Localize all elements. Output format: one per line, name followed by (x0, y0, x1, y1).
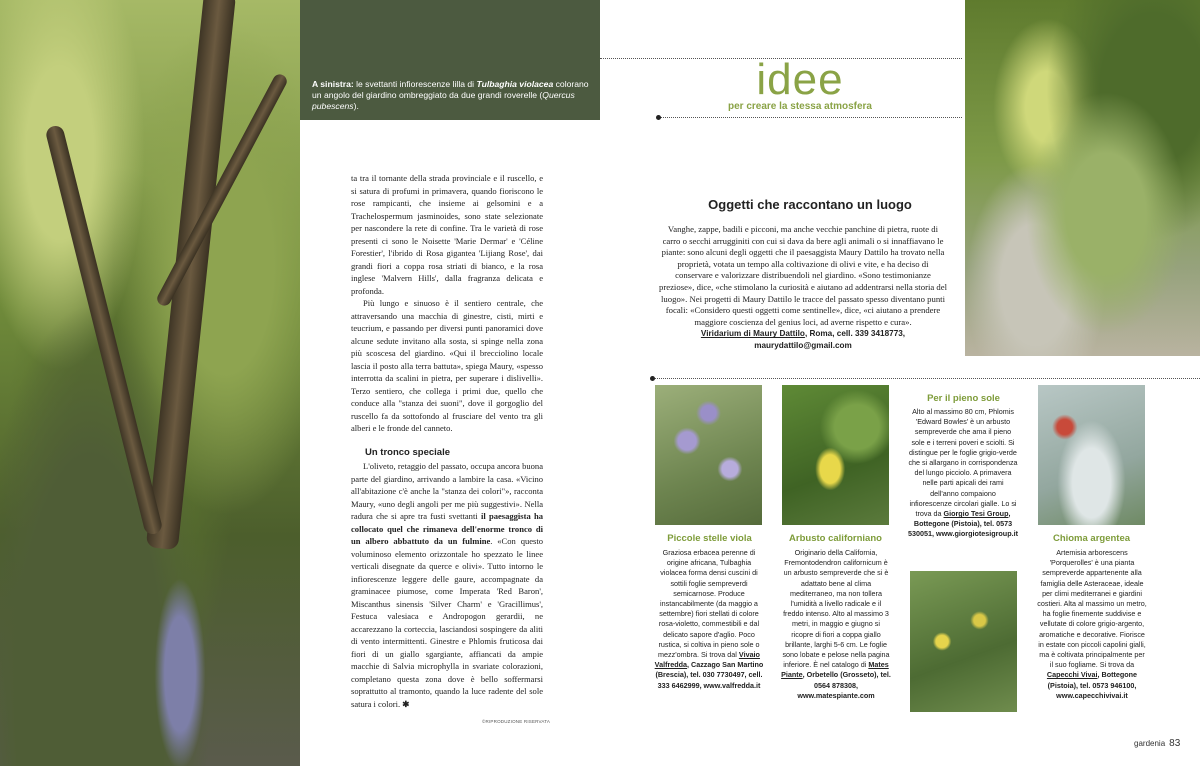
contact-details: , Roma, cell. 339 3418773, maurydattilo@gmail.com (754, 329, 906, 350)
plant-photo (910, 571, 1017, 712)
plant-photo (655, 385, 762, 525)
article-paragraph: Più lungo e sinuoso è il sentiero centrale, che attraversando una macchia di ginestre, cisti, mirti e teucrium, e passando per diversi punti panoramici dove alcune sedute invitano alla sosta, si spinge nella zona più scoscesa del giardino. «Qui il brecciolino locale lascia il posto alla terra battuta», spiega Maury, «spesso interrotta da scalini in pietra, per superare i dislivelli». Terzo sentiero, che collega i primi due, quello che conduce alla "stanza dei suoni", dove il gorgoglio del ruscello fa da sottofondo al frusciare del vento tra gli alberi e le fronde del canneto. (351, 298, 543, 433)
card-text: Graziosa erbacea perenne di origine africana, Tulbaghia violacea forma densi cuscini di sottili foglie sempreverdi semicarnose. Produce instancabilmente (da maggio a settembre) fiori stellati di colore rosa-violetto, commestibili e dal delicato sapore d'aglio. Poco rustica, si coltiva in pieno sole o mezz'ombra. Si trova dal Vivaio Valfredda, Cazzago San Martino (Brescia), tel. 030 7730497, cell. 333 6462999, www.valfredda.it (654, 548, 764, 690)
garden-photo-left (0, 0, 300, 766)
copyright-credit: ©RIPRODUZIONE RISERVATA (482, 719, 551, 724)
vendor-name: Capecchi Vivai (1046, 670, 1098, 680)
divider-idee (660, 117, 962, 118)
vendor-name: Mates Piante (781, 660, 889, 680)
card-title: Piccole stelle viola (667, 533, 752, 544)
divider-dot (650, 376, 655, 381)
garden-photo-right (965, 0, 1200, 356)
card-text: Alto al massimo 80 cm, Phlomis 'Edward Bowles' è un arbusto sempreverde che ama il pieno sole e i terreni poveri e sciolti. Si distingue per le foglie grigio-verde che si allargano in corrispondenza del lungo picciolo. A primavera nelle parti apicali dei rami dell'anno compaiono infiorescenze circolari gialle. Lo si trova da Giorgio Tesi Group, Bottegone (Pistoia), tel. 0573 530051, www.giorgiotesigroup.it (908, 407, 1018, 539)
divider-dot (656, 115, 661, 120)
article-paragraph: ta tra il tornante della strada provinciale e il ruscello, e si satura di profumi in primavera, quando fioriscono le rose rampicanti, che insieme ai gelsomini e a Trachelospermum jasminoides, sono state selezionate per nascondere la rete di confine. Tra le varietà di rose presenti ci sono le Noisette 'Marie Dermar' e 'Céline Forestier', l'ibrido di Rosa gigantea 'Lijiang Rose', dai grandi fiori a coppa rosa striati di bianco, e la rosa inglese 'Malvern Hills', dalla fragranza delicata e profonda. (351, 173, 543, 296)
plant-photo (1038, 385, 1145, 525)
divider-cards (652, 378, 1200, 379)
vendor-details: , Cazzago San Martino (Brescia), tel. 030 7730497, cell. 333 6462999, www.valfredda.it (655, 660, 764, 690)
page-folio (1134, 738, 1180, 749)
box-paragraph: Vanghe, zappe, badili e picconi, ma anche vecchie panchine di pietra, ruote di carro o secchi arrugginiti con cui si dava da bere agli animali o si innaffiavano le piante: sono alcuni degli oggetti che il paesaggista Maury Dattilo ha trovato nella proprietà, votata un tempo alla coltivazione di olivi e vite, e ha deciso di conservare e valorizzare distribuendoli nel giardino. «Sono testimonianze preziose», dice, «che stimolano la curiosità e aiutano ad addentrarsi nella storia del luogo». Nei progetti di Maury Dattilo le tracce del passato spesso diventano punti focali: «Considero questi oggetti come sentinelle», dice, «ci aiutano a prendere maggiore coscienza del genius loci, ad averne rispetto e cura». (658, 224, 948, 327)
page-number: 83 (1169, 738, 1181, 749)
caption-text: colorano un angolo del giardino ombreggiato da due grandi roverelle ( (312, 79, 589, 100)
card-title: Arbusto californiano (789, 533, 882, 544)
vendor-details: , Bottegone (Pistoia), tel. 0573 530051, www.giorgiotesigroup.it (908, 509, 1018, 539)
card-title: Chioma argentea (1052, 533, 1131, 544)
vendor-name: Vivaio Valfredda (654, 650, 760, 670)
magazine-name: gardenia (1134, 739, 1166, 748)
vendor-name: Giorgio Tesi Group (943, 509, 1009, 519)
article-subheading: Un tronco speciale (365, 446, 450, 458)
section-subtitle: per creare la stessa atmosfera (728, 101, 872, 112)
article-body (351, 172, 543, 710)
contact-name: Viridarium di Maury Dattilo (700, 329, 805, 339)
box-title: Oggetti che raccontano un luogo (708, 197, 912, 212)
caption-text: ). (353, 101, 359, 111)
card-text: Artemisia arborescens 'Porquerolles' è una pianta sempreverde appartenente alla famiglia delle Asteraceae, ideale per climi mediterranei e giardini costieri. Alta al massimo un metro, ha foglie finemente suddivise e vellutate di colore grigio-argento, aromatiche e decorative. Fiorisce in estate con piccoli capolini gialli, ma è coltivata principalmente per il suo fogliame. Si trova da Capecchi Vivai, Bottegone (Pistoia), tel. 0573 946100, www.capecchivivai.it (1037, 548, 1147, 700)
card-text: Originario della California, Fremontodendron californicum è un arbusto sempreverde che si è adattato bene al clima mediterraneo, ma non tollera l'umidità a livello radicale e il freddo intenso. Alto al massimo 3 metri, in maggio e giugno si ricopre di fiori a coppa giallo brillante, larghi 5-6 cm. Le foglie sono lobate e pelose nella pagina inferiore. È nel catalogo di Mates Piante, Orbetello (Grosseto), tel. 0564 878308, www.matespiante.com (781, 548, 891, 700)
caption-species: Quercus pubescens (312, 90, 575, 111)
section-title: idee (756, 55, 844, 104)
vendor-details: , Orbetello (Grosseto), tel. 0564 878308, www.matespiante.com (797, 670, 891, 700)
article-paragraph: L'oliveto, retaggio del passato, occupa ancora buona parte del giardino, arrivando a lambire la casa. «Vicino all'abitazione c'è anche la "stanza dei colori"», racconta Maury, «uno degli angoli per me più suggestivi». Nella radura che si apre tra fusti svettanti il paesaggista ha collocato quel che rimaneva dell'enorme tronco di un albero abbattuto da un fulmine. «Con questo voluminoso elemento orizzontale ho spezzato le linee verticali disegnate da querce e olivi». Tutto intorno le infiorescenze leggere delle gaure, accompagnate da graminacee piumose, come Imperata 'Red Baron', Miscanthus sinensis 'Silver Charm' e 'Gracillimus', Festuca valesiaca e Andropogon gerardii, ne accarezzano la corteccia, lasciandosi sospingere da aliti di vento intermittenti. Ginestre e Phlomis fruticosa dai fiori di un giallo sgargiante, affiancati da ampie macchie di Salvia microphylla in svariate colorazioni, completano questa zona dove è bello soffermarsi soprattutto al tramonto, quando la luce radente del sole satura i colori. ✱ (351, 461, 544, 709)
caption-text: le svettanti infiorescenze lilla di (356, 79, 475, 89)
article-highlight: il paesaggista ha collocato quel che rimaneva dell'enorme tronco di un albero abbattuto da un fulmine (351, 511, 543, 546)
vendor-details: , Bottegone (Pistoia), tel. 0573 946100, www.capecchivivai.it (1047, 670, 1138, 700)
caption-species: Tulbaghia violacea (476, 79, 554, 89)
box-body (658, 224, 948, 352)
caption-lead: A sinistra: (312, 79, 354, 89)
photo-caption-box (300, 0, 600, 120)
plant-photo (782, 385, 889, 525)
card-title: Per il pieno sole (927, 393, 1000, 404)
end-mark: ✱ (402, 698, 410, 709)
